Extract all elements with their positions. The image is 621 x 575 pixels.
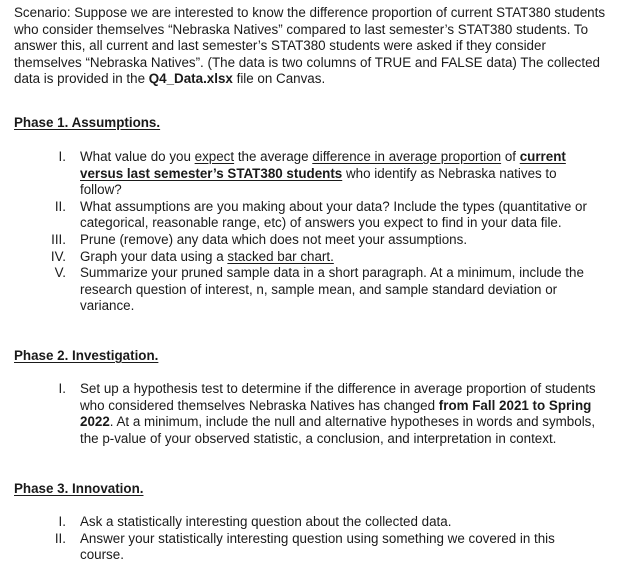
- phase-3-heading: Phase 3. Innovation.: [14, 481, 144, 496]
- phase-3-item-1: I. Ask a statistically interesting question about the collected data.: [0, 514, 600, 531]
- phase-3-list: [0, 514, 600, 564]
- scenario-text: Scenario: Suppose we are interested to know the difference proportion of current STAT380 students who consider themselves “Nebraska Natives” compared to last semester’s STAT380 students. To answer this, all current and last semester’s STAT380 students were asked if they consider themselves “Nebraska Natives”. (The data is two columns of TRUE and FALSE data) The collected data is provided in the: [14, 5, 606, 87]
- phase-2-list: [0, 381, 600, 447]
- item-number: V.: [54, 265, 66, 281]
- phase-1-list: [0, 149, 600, 315]
- item-number: I.: [58, 514, 66, 529]
- item-number: I.: [58, 149, 66, 164]
- phase-1-item-2: II. What assumptions are you making about your data? Include the types (quantitative or categorical, reasonable range, etc) of answers you expect to find in your data file.: [0, 199, 600, 232]
- item-number: II.: [54, 198, 66, 214]
- item-number: III.: [51, 231, 66, 247]
- scenario-text-end: file on Canvas.: [232, 71, 326, 87]
- phase-1-heading: Phase 1. Assumptions.: [14, 115, 161, 130]
- phase-1-item-3: III. Prune (remove) any data which does not meet your assumptions.: [0, 232, 600, 249]
- data-file-name: Q4_Data.xlsx: [148, 71, 233, 87]
- item-number: II.: [54, 530, 66, 546]
- phase-2-heading: Phase 2. Investigation.: [14, 348, 159, 363]
- scenario-paragraph: [14, 5, 609, 88]
- phase-1-item-5: V. Summarize your pruned sample data in a short paragraph. At a minimum, include the research question of interest, n, sample mean, and sample standard deviation or variance.: [0, 265, 600, 315]
- phase-2-item-1: I. Set up a hypothesis test to determine if the difference in average proportion of students who considered themselves Nebraska Natives has changed from Fall 2021 to Spring 2022. At a minimum, include the null and alternative hypotheses in words and symbols, the p-value of your observed statistic, a conclusion, and interpretation in context.: [0, 381, 600, 447]
- item-number: I.: [58, 381, 66, 396]
- phase-3-item-2: II. Answer your statistically interesting question using something we covered in this course.: [0, 531, 600, 564]
- item-number: IV.: [50, 248, 66, 264]
- phase-1-item-1: I. What value do you expect the average difference in average proportion of current versus last semester’s STAT380 students who identify as Nebraska natives to follow?: [0, 149, 600, 199]
- phase-1-item-4: IV. Graph your data using a stacked bar chart.: [0, 249, 600, 266]
